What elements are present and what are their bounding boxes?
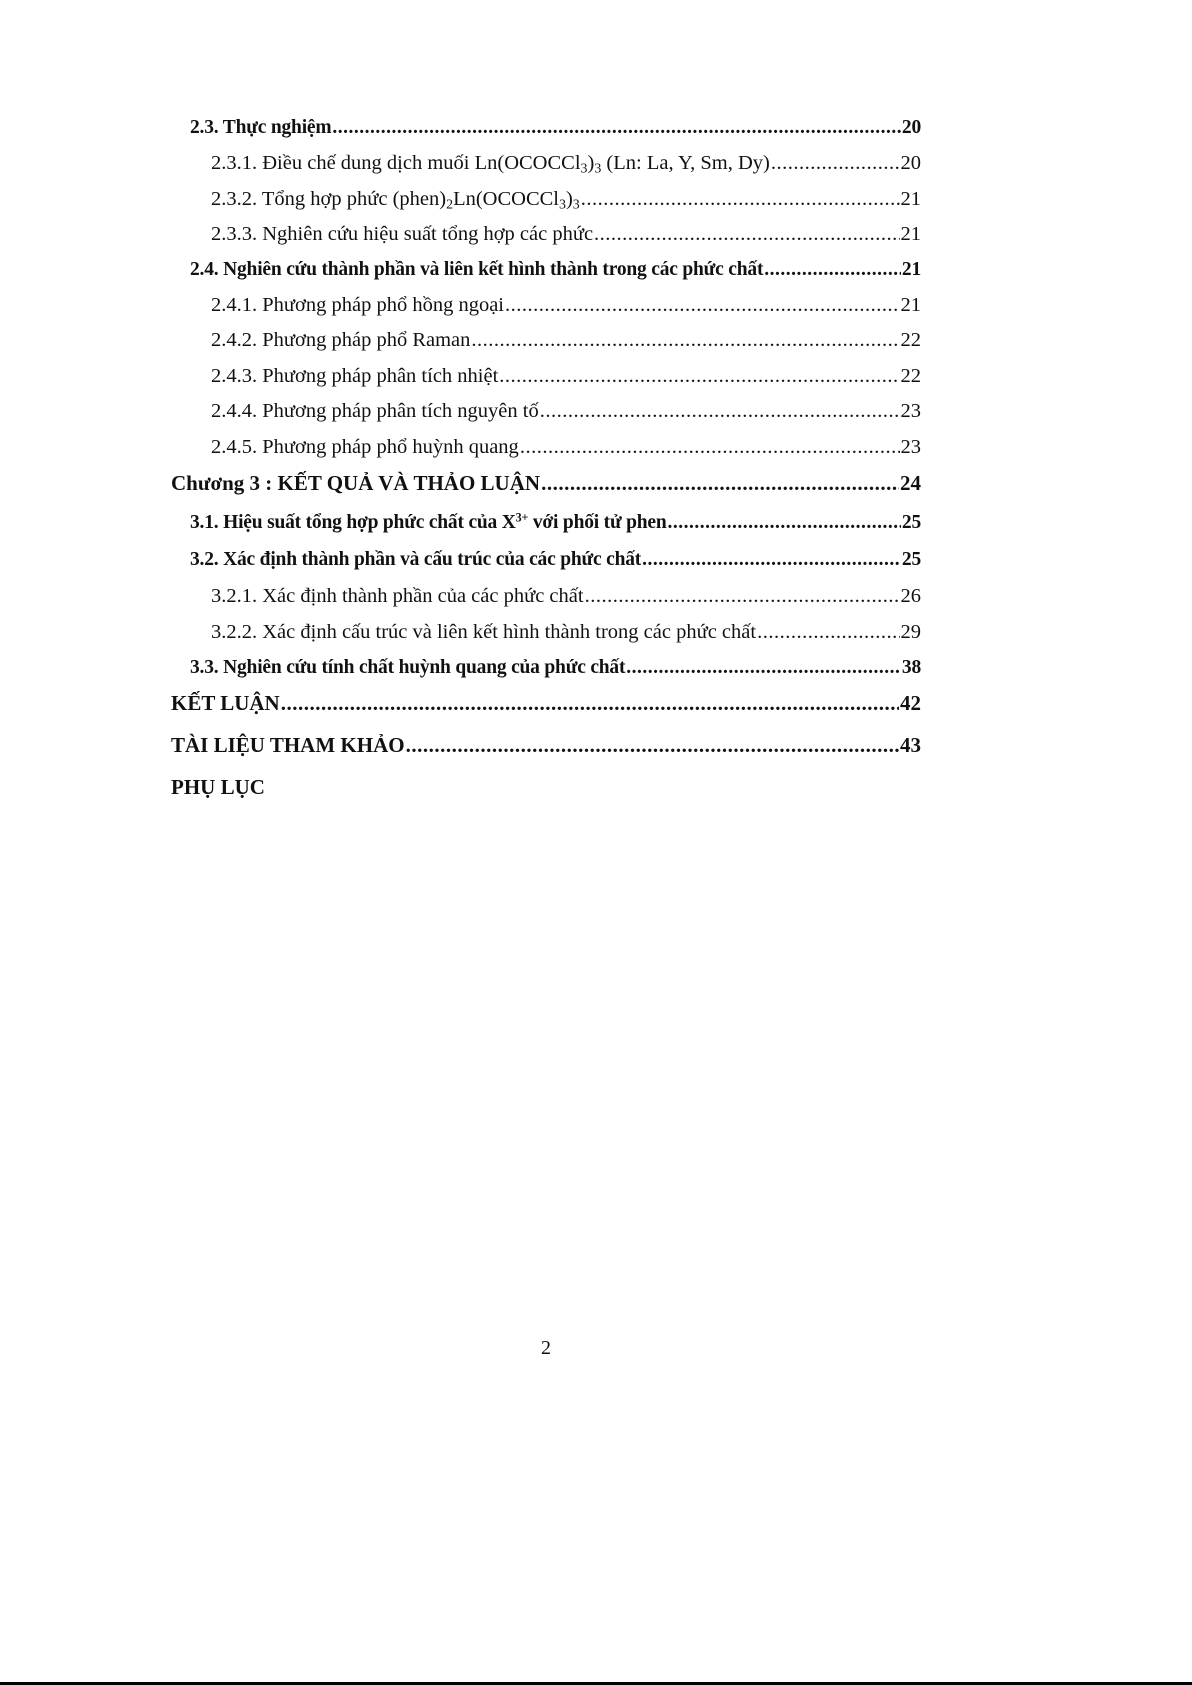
toc-entry-page: 23 [900,436,921,458]
toc-dot-leader [541,471,899,495]
toc-entry [190,116,921,140]
toc-entry-label: 2.3.2. Tổng hợp phức $(phen)_2Ln(OCOCCl_3)_3$ [211,188,580,213]
page-number: 2 [541,1337,551,1359]
toc-dot-leader [771,151,900,175]
toc-entry [211,399,921,423]
toc-entry [190,548,921,572]
toc-entry-label: TÀI LIỆU THAM KHẢO [171,733,405,757]
toc-entry-label: Chương 3 : KẾT QUẢ VÀ THẢO LUẬN [171,471,541,495]
toc-dot-leader [626,656,901,680]
toc-entry [211,151,921,175]
toc-entry-label: 2.3. Thực nghiệm [190,117,332,138]
toc-entry-page: 43 [900,733,921,757]
toc-entry-label: 3.2.2. Xác định cấu trúc và liên kết hình thành trong các phức chất [211,621,757,643]
toc-entry-page: 25 [901,512,921,533]
toc-entry [211,328,921,352]
toc-entry-page: 29 [900,621,921,643]
toc-dot-leader [585,584,900,608]
toc-entry-label: KẾT LUẬN [171,691,280,715]
toc-entry-page: 21 [900,223,921,245]
toc-dot-leader [757,620,899,644]
toc-entry [171,691,921,715]
toc-entry [190,258,921,282]
toc-entry [171,775,265,799]
toc-entry [211,293,921,317]
toc-entry-page: 26 [900,585,921,607]
toc-dot-leader [540,399,900,423]
toc-dot-leader [406,733,899,757]
toc-dot-leader [642,548,901,572]
toc-dot-leader [764,258,901,282]
toc-entry [211,187,921,211]
toc-entry-label: 2.3.1. Điều chế dung dịch muối $Ln(OCOCCl_3)_3$ (Ln: La, Y, Sm, Dy) [211,152,770,177]
toc-entry-label: 2.4.3. Phương pháp phân tích nhiệt [211,365,499,387]
toc-entry-label: 2.4.1. Phương pháp phổ hồng ngoại [211,294,504,316]
toc-entry [190,511,921,535]
toc-dot-leader [471,328,899,352]
toc-entry [211,584,921,608]
toc-entry-page: 21 [900,294,921,316]
toc-entry-label: 2.4.5. Phương pháp phổ huỳnh quang [211,436,519,458]
toc-entry-page: 42 [900,691,921,715]
toc-entry [211,364,921,388]
toc-entry-page: 24 [900,471,921,495]
toc-dot-leader [499,364,899,388]
toc-dot-leader [581,187,900,211]
toc-dot-leader [668,511,901,535]
toc-entry-page: 23 [900,400,921,422]
toc-entry-label: 2.3.3. Nghiên cứu hiệu suất tổng hợp các phức [211,223,594,245]
toc-entry [171,733,921,757]
toc-entry-label: 3.3. Nghiên cứu tính chất huỳnh quang của phức chất [190,657,626,678]
toc-entry-label: PHỤ LỤC [171,775,265,799]
toc-entry-label: 2.4.2. Phương pháp phổ Raman [211,329,471,351]
toc-entry-label: 2.4. Nghiên cứu thành phần và liên kết hình thành trong các phức chất [190,259,764,280]
toc-dot-leader [520,435,900,459]
toc-entry [211,620,921,644]
toc-dot-leader [332,116,900,140]
toc-entry-page: 22 [900,329,921,351]
toc-entry-page: 20 [900,152,921,174]
toc-entry-label: 3.2. Xác định thành phần và cấu trúc của các phức chất [190,549,642,570]
toc-entry [211,435,921,459]
toc-entry-page: 22 [900,365,921,387]
toc-entry-page: 21 [901,259,921,280]
toc-entry [171,471,921,495]
toc-entry-page: 20 [901,117,921,138]
toc-entry-label: 3.2.1. Xác định thành phần của các phức chất [211,585,584,607]
toc-entry-page: 21 [900,188,921,210]
toc-entry-page: 25 [901,549,921,570]
toc-entry-page: 38 [901,657,921,678]
toc-entry [211,222,921,246]
toc-dot-leader [281,691,899,715]
toc-entry-label: 2.4.4. Phương pháp phân tích nguyên tố [211,400,539,422]
toc-dot-leader [594,222,899,246]
toc-entry-label: 3.1. Hiệu suất tổng hợp phức chất của $X^{3+}$ với phối tử phen [190,510,667,533]
toc-dot-leader [505,293,900,317]
toc-entry [190,656,921,680]
